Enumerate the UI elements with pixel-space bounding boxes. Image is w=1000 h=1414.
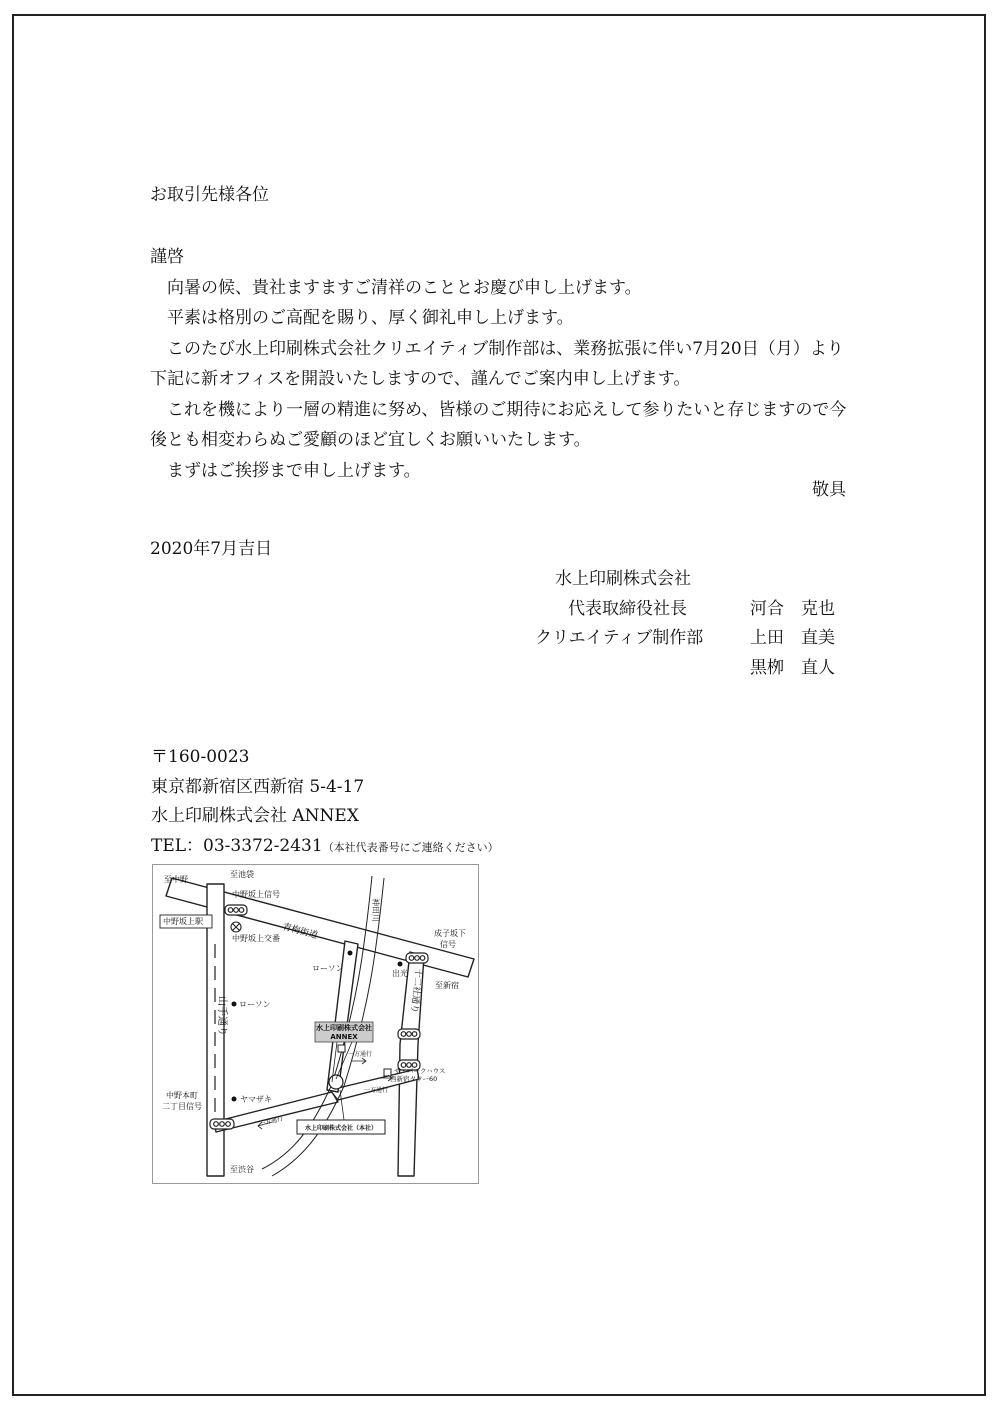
map-signal-nakano-sakaue: 中野坂上信号 [232,890,280,899]
telephone-number: TEL：03-3372-2431 [151,836,323,856]
recipient: お取引先様各位 [150,185,269,205]
map-one-way-2: 一方通行 [364,1087,389,1094]
sender-company: 水上印刷株式会社 [555,569,691,589]
street-address: 東京都新宿区西新宿 5-4-17 [151,777,365,797]
map-yamate-dori: 山手通り [216,996,227,1036]
map-idemitsu: 出光 [392,969,408,978]
date: 2020年7月吉日 [150,539,273,559]
office-name: 水上印刷株式会社 ANNEX [151,806,359,826]
access-map [152,864,479,1184]
body-paragraph-3: このたび水上印刷株式会社クリエイティブ制作部は、業務拡張に伴い7月20日（月）より下記に新オフィスを開設いたしますので、謹んでご案内申し上げます。 [150,338,844,389]
sender-name-1: 河合 克也 [750,599,835,619]
map-station: 中野坂上駅 [163,917,203,926]
closing: 敬具 [812,480,846,500]
map-ome-kaido: 青梅街道 [281,922,319,942]
map-to-nakano: 至中野 [164,875,188,884]
telephone [151,838,499,855]
body-paragraph-5: まずはご挨拶まで申し上げます。 [167,460,421,481]
signal-narukozaka-icon [406,953,428,963]
map-narukozaka-2: 信号 [440,940,456,949]
roundabout-icon [329,1075,343,1089]
letter-body [150,242,855,486]
postal-code: 〒160-0023 [151,747,250,767]
body-paragraph-2: 平素は格別のご高配を賜り、厚く御礼申し上げます。 [167,308,574,328]
lawson-2-dot-icon [232,1002,237,1007]
signal-nakano-sakaue-icon [225,905,247,915]
idemitsu-dot-icon [398,962,403,967]
telephone-note: （本社代表番号にご連絡ください） [322,841,499,854]
map-yamazaki: ヤマザキ [240,1095,272,1104]
sender-name-2: 上田 直美 [750,628,835,648]
map-kanda-river: 神田川 [371,898,380,922]
map-lawson-2: ローソン [239,1000,271,1009]
salutation: 謹啓 [150,247,184,267]
map-to-shinjuku: 至新宿 [435,981,459,990]
map-honmachi-2: 二丁目信号 [162,1102,202,1111]
map-honmachi-1: 中野本町 [166,1091,198,1100]
map-to-ikebukuro: 至池袋 [230,870,254,879]
sender-name-3: 黒栁 直人 [750,658,835,678]
map-narukozaka-1: 成子坂下 [434,929,466,938]
map-annex-1: 水上印刷株式会社 [316,1024,372,1032]
map-park-house-1: ザ・パークハウス [394,1067,446,1075]
map-juniso-dori: 十二社通り [408,967,423,1014]
yamazaki-dot-icon [232,1097,237,1102]
sender-title-2: クリエイティブ制作部 [535,628,704,648]
lawson-1-dot-icon [348,951,353,956]
signal-honmachi-icon [210,1119,234,1129]
map-koban: 中野坂上交番 [232,934,280,943]
annex-building-icon [338,1045,345,1052]
body-paragraph-4: これを機により一層の精進に努め、皆様のご期待にお応えして参りたいと存じますので今後とも相変わらぬご愛顧のほど宜しくお願いいたします。 [150,399,847,450]
map-annex-2: ANNEX [330,1033,358,1041]
body-paragraph-1: 向暑の候、貴社ますますご清祥のこととお慶び申し上げます。 [167,277,642,298]
map-one-way-3: 一方通行 [258,1115,284,1128]
map-one-way-1: 一方通行 [348,1051,373,1058]
map-to-shibuya: 至渋谷 [230,1165,254,1174]
signal-juniso-south-icon [398,1029,420,1039]
map-park-house-2: 西新宿タワー60 [390,1075,438,1083]
page-border [12,14,986,1396]
sender-title-1: 代表取締役社長 [568,599,687,619]
map-lawson-1: ローソン [312,964,344,973]
map-hq: 水上印刷株式会社（本社） [304,1125,378,1132]
